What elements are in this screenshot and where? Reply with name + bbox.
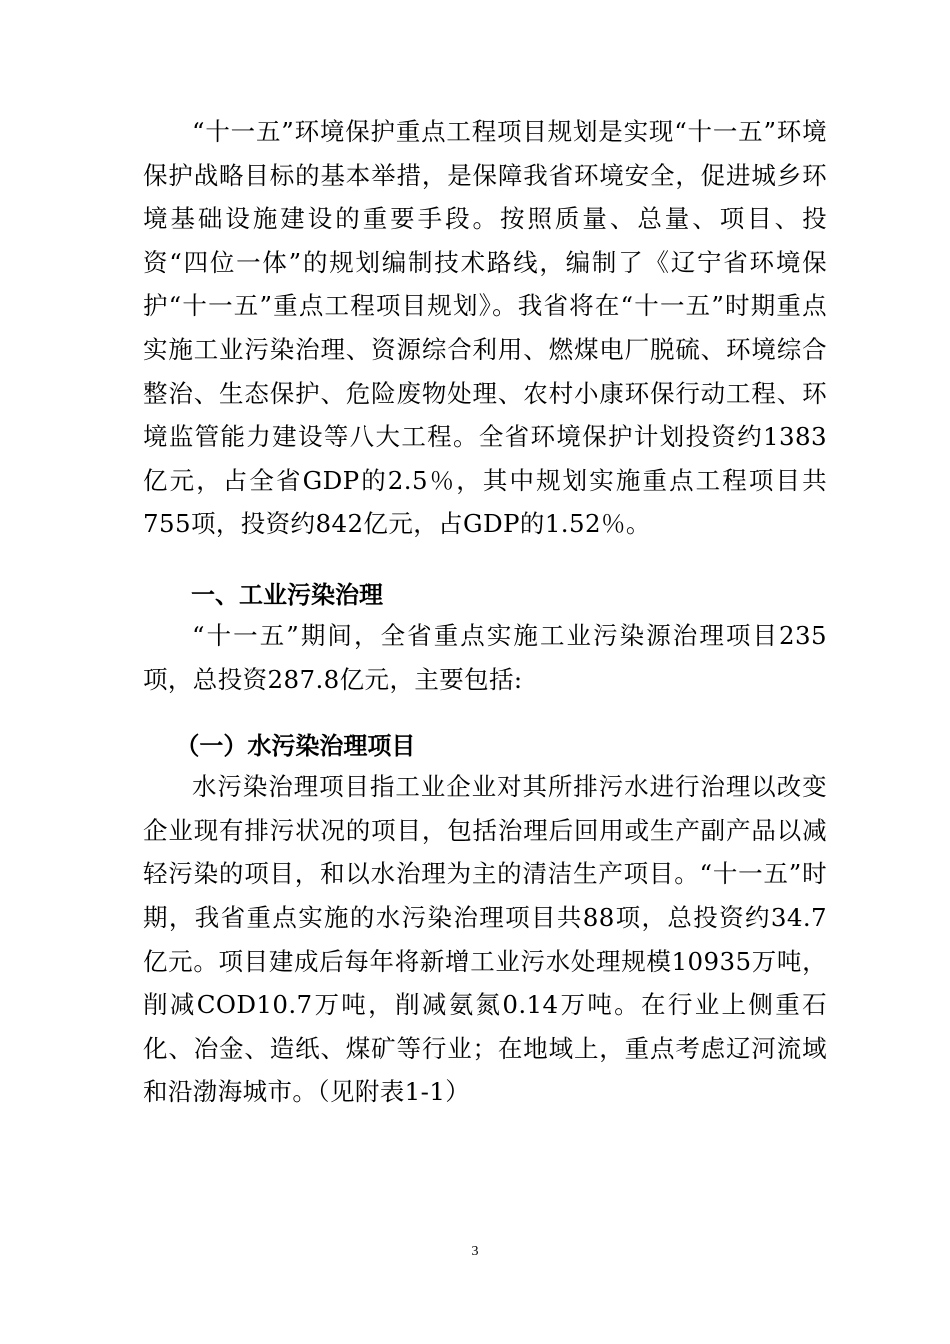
- subsection-paragraph-water-pollution: 水污染治理项目指工业企业对其所排污水进行治理以改变企业现有排污状况的项目，包括治理后回用或生产副产品以减轻污染的项目，和以水治理为主的清洁生产项目。“十一五”时期，我省重点实施的水污染治理项目共88项，总投资约34.7亿元。项目建成后每年将新增工业污水处理规模10935万吨，削减COD10.7万吨，削减氨氮0.14万吨。在行业上侧重石化、冶金、造纸、煤矿等行业；在地域上，重点考虑辽河流域和沿渤海城市。（见附表1-1）: [143, 772, 827, 1107]
- subsection-heading-water-pollution: （一）水污染治理项目: [175, 732, 416, 761]
- page-number: 3: [471, 1244, 479, 1259]
- document-body: [143, 110, 827, 1114]
- section-heading-industrial-pollution: 一、工业污染治理: [191, 580, 383, 609]
- intro-paragraph: “十一五”环境保护重点工程项目规划是实现“十一五”环境保护战略目标的基本举措，是保障我省环境安全，促进城乡环境基础设施建设的重要手段。按照质量、总量、项目、投资“四位一体”的规划编制技术路线，编制了《辽宁省环境保护“十一五”重点工程项目规划》。我省将在“十一五”时期重点实施工业污染治理、资源综合利用、燃煤电厂脱硫、环境综合整治、生态保护、危险废物处理、农村小康环保行动工程、环境监管能力建设等八大工程。全省环境保护计划投资约1383亿元，占全省GDP的2.5％，其中规划实施重点工程项目共755项，投资约842亿元，占GDP的1.52％。: [143, 117, 827, 539]
- section-paragraph-industrial-pollution: “十一五”期间，全省重点实施工业污染源治理项目235项，总投资287.8亿元，主要包括:: [143, 620, 827, 694]
